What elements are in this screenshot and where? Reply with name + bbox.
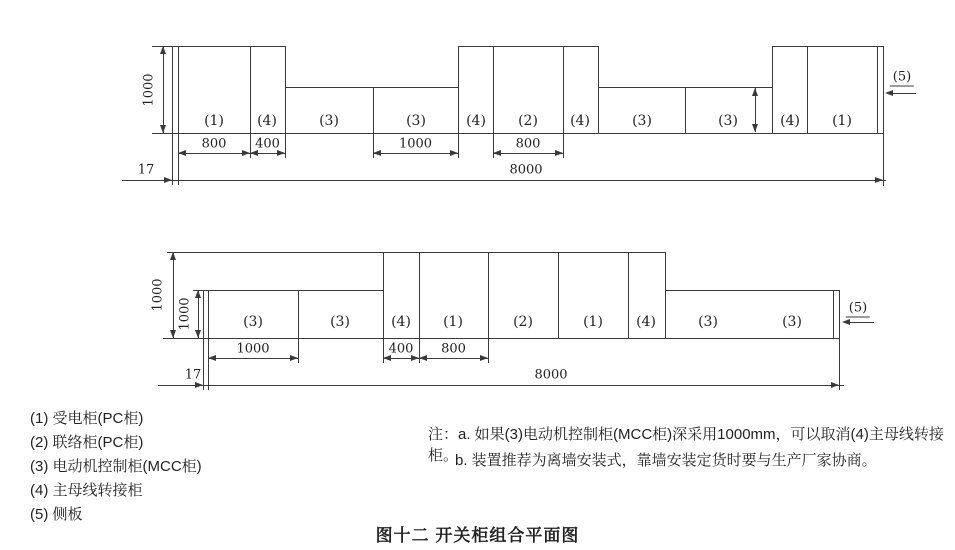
legend-item-4: (4) 主母线转接柜	[30, 482, 143, 499]
legend-item-3: (3) 电动机控制柜(MCC柜)	[30, 458, 202, 475]
dimension-arrow	[170, 252, 176, 260]
cabinet-label: (4)	[570, 113, 590, 129]
cabinet-outline-vline	[839, 290, 840, 390]
cabinet-label: (4)	[780, 113, 800, 129]
dimension-text: 1000	[177, 297, 193, 331]
cabinet-label: (1)	[204, 113, 224, 129]
dimension-text: 1000	[150, 278, 166, 312]
cabinet-label: (3)	[330, 314, 350, 330]
dimension-text: 1000	[236, 341, 270, 357]
cabinet-outline-vline	[488, 252, 489, 363]
side-panel-callout-arrow	[842, 319, 850, 325]
dimension-arrow	[195, 290, 201, 298]
cabinet-label: (4)	[466, 113, 486, 129]
cabinet-label: (3)	[406, 113, 426, 129]
cabinet-outline-hline	[167, 252, 665, 253]
cabinet-label: (3)	[243, 314, 263, 330]
cabinet-outline-vline	[833, 290, 834, 338]
dimension-arrow	[480, 355, 488, 361]
cabinet-outline-vline	[298, 290, 299, 363]
dimension-text: 800	[201, 136, 227, 152]
cabinet-outline-vline	[558, 252, 559, 338]
cabinet-label: (4)	[391, 314, 411, 330]
dimension-arrow	[290, 355, 298, 361]
cabinet-outline-hline	[163, 338, 839, 339]
legend-item-5: (5) 侧板	[30, 506, 83, 523]
cabinet-outline-hline	[158, 385, 844, 386]
baseline-dimension-text: 8000	[509, 162, 543, 178]
figure-title: 图十二 开关柜组合平面图	[375, 526, 580, 545]
cabinet-outline-vline	[419, 252, 420, 363]
dimension-text: 400	[388, 341, 414, 357]
dimension-arrow	[208, 355, 216, 361]
cabinet-outline-vline	[208, 290, 209, 390]
cabinet-outline-hline	[193, 290, 383, 291]
dimension-arrow	[195, 330, 201, 338]
side-panel-callout-label: (5)	[846, 301, 870, 318]
dimension-arrow	[170, 330, 176, 338]
cabinet-label: (3)	[319, 113, 339, 129]
dimension-text: 1000	[141, 73, 157, 107]
baseline-dimension-text: 17	[137, 162, 155, 178]
note-b: b. 装置推荐为离墙安装式，靠墙安装定货时要与生产厂家协商。	[455, 452, 877, 469]
cabinet-label: (3)	[698, 314, 718, 330]
dimension-line	[173, 252, 174, 338]
baseline-dimension-text: 17	[184, 367, 202, 383]
cabinet-outline-vline	[628, 252, 629, 338]
dimension-text: 800	[441, 341, 466, 357]
legend	[30, 407, 202, 527]
cabinet-label: (3)	[718, 113, 738, 129]
cabinet-label: (2)	[513, 314, 533, 330]
dimension-line	[419, 358, 488, 359]
cabinet-label: (1)	[443, 314, 463, 330]
cabinet-label: (3)	[632, 113, 652, 129]
side-panel-callout-arrow-line	[847, 322, 874, 323]
baseline-dimension-text: 8000	[534, 367, 568, 383]
dimension-text: 1000	[398, 136, 433, 152]
cabinet-label: (4)	[636, 314, 656, 330]
cabinet-outline-vline	[383, 252, 384, 363]
baseline-dimension-arrow	[831, 382, 839, 388]
legend-item-1: (1) 受电柜(PC柜)	[30, 410, 144, 427]
cabinet-outline-hline	[665, 290, 839, 291]
dimension-line	[208, 358, 298, 359]
dimension-text: 800	[515, 136, 541, 152]
cabinet-outline-vline	[665, 252, 666, 338]
dimension-text: 400	[255, 136, 280, 152]
note-a: 注：a. 如果(3)电动机控制柜(MCC柜)深采用1000mm，可以取消(4)主母线转接柜。	[428, 426, 944, 464]
cabinet-label: (1)	[583, 314, 603, 330]
cabinet-label: (3)	[782, 314, 802, 330]
cabinet-label: (4)	[257, 113, 277, 129]
side-panel-callout-label: (5)	[890, 70, 914, 87]
cabinet-label: (1)	[832, 113, 852, 129]
cabinet-outline-vline	[203, 290, 204, 390]
legend-item-2: (2) 联络柜(PC柜)	[30, 434, 144, 451]
cabinet-label: (2)	[518, 113, 538, 129]
dimension-arrow	[419, 355, 427, 361]
baseline-dimension-arrow	[195, 382, 203, 388]
